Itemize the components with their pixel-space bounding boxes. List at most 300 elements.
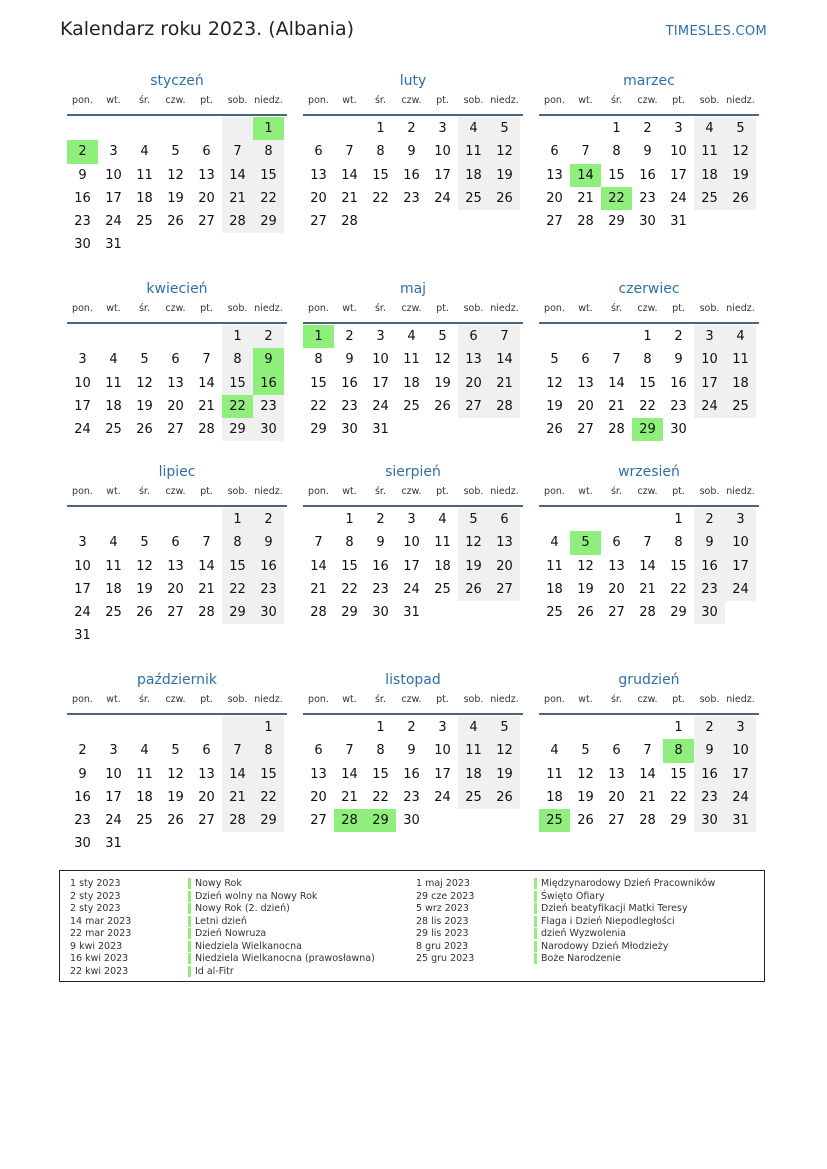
holiday-day-cell: 1 (303, 325, 334, 348)
weekday-label: śr. (610, 95, 622, 106)
day-cell: 8 (376, 144, 385, 160)
empty-cell (67, 325, 98, 348)
day-cell: 5 (458, 508, 489, 531)
day-cell: 3 (438, 720, 447, 735)
day-cell: 11 (403, 352, 420, 368)
weekday-label: niedz. (490, 95, 519, 106)
day-cell: 29 (222, 418, 253, 441)
day-cell: 17 (372, 375, 389, 391)
day-cell: 17 (670, 167, 687, 183)
month-name: grudzień (618, 672, 680, 688)
day-cell: 11 (105, 558, 122, 574)
day-cell: 6 (202, 743, 211, 759)
day-cell: 29 (670, 605, 687, 621)
day-cell: 20 (198, 789, 215, 805)
day-grid (67, 325, 284, 441)
day-cell: 16 (694, 763, 725, 786)
day-cell: 28 (489, 395, 520, 418)
empty-cell (98, 508, 129, 531)
day-cell: 18 (694, 164, 725, 187)
day-cell: 5 (140, 352, 149, 368)
day-cell: 12 (725, 140, 756, 163)
day-cell: 24 (74, 605, 91, 621)
empty-cell (160, 716, 191, 739)
day-cell: 22 (253, 187, 284, 210)
day-cell: 7 (581, 144, 590, 160)
day-cell: 16 (341, 375, 358, 391)
holiday-date: 16 kwi 2023 (70, 953, 129, 964)
day-cell: 10 (694, 348, 725, 371)
day-cell: 12 (489, 140, 520, 163)
day-cell: 27 (489, 578, 520, 601)
day-cell: 11 (105, 375, 122, 391)
day-cell: 11 (725, 348, 756, 371)
day-cell: 23 (74, 214, 91, 230)
day-cell: 17 (694, 372, 725, 395)
month-name: marzec (623, 73, 675, 89)
empty-cell (160, 325, 191, 348)
day-cell: 2 (694, 508, 725, 531)
day-cell: 9 (376, 535, 385, 551)
day-cell: 20 (608, 789, 625, 805)
day-cell: 13 (577, 375, 594, 391)
day-cell: 11 (546, 766, 563, 782)
day-cell: 30 (253, 601, 284, 624)
day-cell: 5 (550, 352, 559, 368)
weekday-header (303, 92, 523, 116)
weekday-label: śr. (374, 95, 386, 106)
day-cell: 23 (341, 398, 358, 414)
day-cell: 29 (310, 422, 327, 438)
day-cell: 22 (670, 581, 687, 597)
day-cell: 21 (222, 187, 253, 210)
weekday-label: pt. (200, 694, 213, 705)
day-cell: 18 (136, 190, 153, 206)
empty-cell (601, 716, 632, 739)
day-cell: 9 (694, 739, 725, 762)
empty-cell (191, 117, 222, 140)
weekday-label: sob. (699, 486, 720, 497)
day-cell: 26 (489, 187, 520, 210)
month-name: sierpień (385, 464, 441, 480)
holiday-name: Nowy Rok (188, 878, 242, 889)
day-grid (67, 716, 284, 856)
empty-cell (570, 325, 601, 348)
day-cell: 28 (198, 422, 215, 438)
weekday-label: śr. (374, 694, 386, 705)
day-cell: 9 (78, 766, 87, 782)
day-cell: 6 (202, 144, 211, 160)
day-cell: 14 (222, 763, 253, 786)
day-cell: 25 (136, 813, 153, 829)
day-cell: 26 (725, 187, 756, 210)
empty-cell (98, 716, 129, 739)
day-cell: 27 (546, 214, 563, 230)
day-cell: 3 (674, 121, 683, 136)
empty-cell (222, 624, 253, 647)
day-cell: 26 (458, 578, 489, 601)
holiday-date: 9 kwi 2023 (70, 940, 123, 952)
holiday-date: 29 lis 2023 (416, 928, 469, 939)
day-cell: 30 (74, 836, 91, 852)
day-cell: 12 (577, 558, 594, 574)
day-cell: 2 (345, 329, 354, 344)
day-cell: 6 (314, 144, 323, 160)
weekday-label: pon. (72, 303, 93, 314)
empty-cell (129, 117, 160, 140)
weekday-label: niedz. (490, 486, 519, 497)
weekday-label: śr. (138, 303, 150, 314)
day-cell: 14 (198, 375, 215, 391)
empty-cell (539, 117, 570, 140)
day-cell: 8 (222, 531, 253, 554)
holiday-name: Dzień Nowruza (188, 928, 266, 939)
weekday-label: sob. (227, 486, 248, 497)
weekday-label: niedz. (726, 694, 755, 705)
day-cell: 4 (458, 716, 489, 739)
weekday-label: wt. (578, 694, 593, 705)
day-cell: 25 (105, 422, 122, 438)
holiday-day-cell: 14 (570, 164, 601, 187)
empty-cell (489, 809, 520, 832)
day-cell: 28 (222, 210, 253, 233)
day-cell: 11 (546, 558, 563, 574)
holiday-name: Letni dzień (188, 916, 247, 927)
day-cell: 18 (546, 789, 563, 805)
day-cell: 23 (403, 190, 420, 206)
holiday-day-cell: 29 (365, 809, 396, 832)
day-cell: 25 (403, 398, 420, 414)
day-cell: 23 (694, 578, 725, 601)
day-cell: 15 (253, 164, 284, 187)
day-cell: 5 (438, 329, 447, 344)
holiday-date: 5 wrz 2023 (416, 903, 469, 914)
day-cell: 28 (198, 605, 215, 621)
day-cell: 16 (74, 789, 91, 805)
day-cell: 14 (639, 766, 656, 782)
day-cell: 1 (222, 508, 253, 531)
day-cell: 18 (434, 558, 451, 574)
holiday-date: 28 lis 2023 (416, 915, 469, 927)
empty-cell (694, 418, 725, 441)
day-cell: 27 (310, 813, 327, 829)
brand-link[interactable]: TIMESLES.COM (665, 24, 767, 39)
day-cell: 2 (674, 329, 683, 344)
month-block (539, 70, 759, 233)
holiday-date: 22 kwi 2023 (70, 965, 129, 977)
day-cell: 23 (372, 581, 389, 597)
holiday-day-cell: 22 (222, 395, 253, 418)
day-cell: 19 (136, 398, 153, 414)
holiday-date: 1 sty 2023 (70, 878, 121, 889)
day-cell: 3 (109, 144, 118, 160)
weekday-label: wt. (578, 486, 593, 497)
day-cell: 30 (694, 809, 725, 832)
day-cell: 20 (458, 372, 489, 395)
day-cell: 10 (725, 531, 756, 554)
day-cell: 8 (674, 535, 683, 551)
day-cell: 14 (489, 348, 520, 371)
weekday-label: sob. (463, 694, 484, 705)
day-cell: 17 (105, 190, 122, 206)
day-cell: 20 (310, 789, 327, 805)
day-cell: 9 (674, 352, 683, 368)
day-cell: 11 (458, 140, 489, 163)
day-cell: 15 (222, 372, 253, 395)
day-cell: 19 (136, 581, 153, 597)
empty-cell (570, 508, 601, 531)
holiday-name: Święto Ofiary (534, 891, 605, 902)
empty-cell (98, 117, 129, 140)
day-cell: 15 (310, 375, 327, 391)
weekday-label: pt. (200, 486, 213, 497)
holiday-date: 8 gru 2023 (416, 940, 469, 952)
day-cell: 22 (639, 398, 656, 414)
day-cell: 8 (253, 739, 284, 762)
day-cell: 26 (136, 605, 153, 621)
weekday-label: niedz. (254, 694, 283, 705)
empty-cell (334, 716, 365, 739)
weekday-label: pon. (544, 95, 565, 106)
day-cell: 16 (372, 558, 389, 574)
weekday-header (539, 483, 759, 507)
day-cell: 2 (253, 325, 284, 348)
weekday-label: pon. (544, 694, 565, 705)
day-grid (539, 325, 756, 441)
holiday-day-cell: 16 (253, 372, 284, 395)
day-cell: 27 (198, 813, 215, 829)
weekday-label: pt. (436, 486, 449, 497)
day-cell: 6 (612, 535, 621, 551)
day-cell: 11 (458, 739, 489, 762)
weekday-header (539, 92, 759, 116)
month-name: lipiec (158, 464, 196, 480)
empty-cell (129, 233, 160, 256)
weekday-label: wt. (342, 486, 357, 497)
day-cell: 31 (372, 422, 389, 438)
weekday-label: czw. (401, 95, 422, 106)
day-cell: 13 (198, 167, 215, 183)
day-cell: 13 (608, 558, 625, 574)
empty-cell (191, 624, 222, 647)
holiday-day-cell: 8 (663, 739, 694, 762)
day-cell: 7 (202, 352, 211, 368)
day-cell: 3 (725, 508, 756, 531)
weekday-label: sob. (699, 95, 720, 106)
day-cell: 5 (725, 117, 756, 140)
empty-cell (129, 832, 160, 855)
day-cell: 5 (171, 743, 180, 759)
holiday-day-cell: 22 (601, 187, 632, 210)
weekday-label: pt. (672, 303, 685, 314)
holiday-name: Flaga i Dzień Niepodległości (534, 916, 675, 927)
weekday-label: czw. (637, 303, 658, 314)
day-cell: 7 (643, 743, 652, 759)
day-cell: 19 (546, 398, 563, 414)
day-cell: 12 (167, 766, 184, 782)
empty-cell (129, 325, 160, 348)
day-cell: 16 (403, 766, 420, 782)
weekday-label: sob. (699, 303, 720, 314)
weekday-label: śr. (610, 303, 622, 314)
day-cell: 7 (643, 535, 652, 551)
day-cell: 4 (550, 743, 559, 759)
month-block (67, 461, 287, 648)
weekday-label: pon. (544, 303, 565, 314)
holiday-day-cell: 25 (539, 809, 570, 832)
weekday-header (303, 691, 523, 715)
month-block (539, 669, 759, 832)
weekday-label: czw. (637, 486, 658, 497)
day-grid (303, 508, 520, 624)
day-cell: 20 (577, 398, 594, 414)
month-name: kwiecień (146, 281, 208, 297)
day-cell: 20 (310, 190, 327, 206)
weekday-label: pon. (308, 303, 329, 314)
day-cell: 1 (376, 121, 385, 136)
day-cell: 18 (458, 763, 489, 786)
weekday-label: wt. (342, 95, 357, 106)
day-cell: 26 (434, 398, 451, 414)
empty-cell (365, 210, 396, 233)
weekday-label: pt. (200, 303, 213, 314)
day-cell: 30 (341, 422, 358, 438)
day-cell: 9 (407, 743, 416, 759)
day-cell: 22 (222, 578, 253, 601)
day-cell: 1 (674, 512, 683, 527)
day-cell: 6 (581, 352, 590, 368)
day-cell: 3 (78, 535, 87, 551)
day-cell: 28 (310, 605, 327, 621)
day-cell: 8 (612, 144, 621, 160)
day-cell: 3 (725, 716, 756, 739)
day-cell: 1 (674, 720, 683, 735)
day-cell: 7 (612, 352, 621, 368)
empty-cell (253, 624, 284, 647)
day-cell: 4 (438, 512, 447, 527)
empty-cell (632, 716, 663, 739)
holiday-day-cell: 5 (570, 531, 601, 554)
day-cell: 27 (198, 214, 215, 230)
empty-cell (489, 601, 520, 624)
holiday-date: 14 mar 2023 (70, 915, 132, 927)
weekday-label: czw. (165, 486, 186, 497)
day-cell: 16 (403, 167, 420, 183)
month-block (303, 278, 523, 441)
day-cell: 25 (105, 605, 122, 621)
day-cell: 4 (140, 743, 149, 759)
day-cell: 19 (434, 375, 451, 391)
day-cell: 24 (670, 190, 687, 206)
day-cell: 5 (581, 743, 590, 759)
weekday-label: niedz. (490, 303, 519, 314)
day-cell: 3 (109, 743, 118, 759)
day-cell: 2 (643, 121, 652, 136)
empty-cell (160, 624, 191, 647)
day-cell: 27 (608, 813, 625, 829)
day-cell: 27 (608, 605, 625, 621)
day-cell: 7 (202, 535, 211, 551)
day-cell: 4 (140, 144, 149, 160)
weekday-label: sob. (463, 303, 484, 314)
holiday-date: 22 mar 2023 (70, 928, 132, 939)
weekday-label: czw. (165, 95, 186, 106)
empty-cell (632, 508, 663, 531)
day-cell: 22 (372, 190, 389, 206)
empty-cell (67, 117, 98, 140)
day-cell: 20 (489, 555, 520, 578)
day-cell: 4 (407, 329, 416, 344)
day-cell: 19 (167, 789, 184, 805)
day-cell: 22 (341, 581, 358, 597)
day-cell: 24 (434, 789, 451, 805)
empty-cell (129, 624, 160, 647)
empty-cell (427, 601, 458, 624)
day-cell: 4 (109, 352, 118, 368)
day-cell: 19 (577, 581, 594, 597)
day-cell: 21 (577, 190, 594, 206)
day-cell: 7 (222, 140, 253, 163)
weekday-label: pt. (436, 303, 449, 314)
day-cell: 3 (376, 329, 385, 344)
weekday-label: wt. (106, 95, 121, 106)
day-cell: 21 (639, 789, 656, 805)
month-block (539, 278, 759, 441)
day-cell: 30 (639, 214, 656, 230)
day-cell: 27 (167, 605, 184, 621)
weekday-label: śr. (610, 694, 622, 705)
day-cell: 19 (725, 164, 756, 187)
day-cell: 13 (310, 766, 327, 782)
weekday-label: pt. (436, 694, 449, 705)
day-cell: 14 (198, 558, 215, 574)
day-cell: 28 (608, 422, 625, 438)
day-cell: 27 (310, 214, 327, 230)
day-cell: 1 (345, 512, 354, 527)
day-cell: 18 (105, 581, 122, 597)
day-cell: 11 (136, 766, 153, 782)
day-cell: 16 (670, 375, 687, 391)
day-cell: 24 (105, 214, 122, 230)
day-cell: 21 (489, 372, 520, 395)
holiday-name: Narodowy Dzień Młodzieży (534, 941, 668, 952)
weekday-label: niedz. (726, 95, 755, 106)
weekday-header (539, 300, 759, 324)
day-cell: 6 (458, 325, 489, 348)
day-cell: 13 (608, 766, 625, 782)
day-cell: 23 (253, 578, 284, 601)
month-block (303, 70, 523, 233)
day-cell: 12 (136, 558, 153, 574)
holiday-name: Id al-Fitr (188, 966, 234, 977)
day-cell: 9 (345, 352, 354, 368)
month-name: maj (399, 281, 427, 297)
day-cell: 14 (310, 558, 327, 574)
empty-cell (253, 832, 284, 855)
day-cell: 14 (341, 167, 358, 183)
weekday-label: niedz. (254, 303, 283, 314)
day-cell: 12 (167, 167, 184, 183)
day-cell: 15 (372, 766, 389, 782)
empty-cell (160, 508, 191, 531)
day-cell: 21 (341, 190, 358, 206)
empty-cell (489, 418, 520, 441)
day-cell: 13 (458, 348, 489, 371)
weekday-header (539, 691, 759, 715)
day-cell: 2 (407, 121, 416, 136)
day-cell: 26 (489, 786, 520, 809)
day-cell: 22 (253, 786, 284, 809)
